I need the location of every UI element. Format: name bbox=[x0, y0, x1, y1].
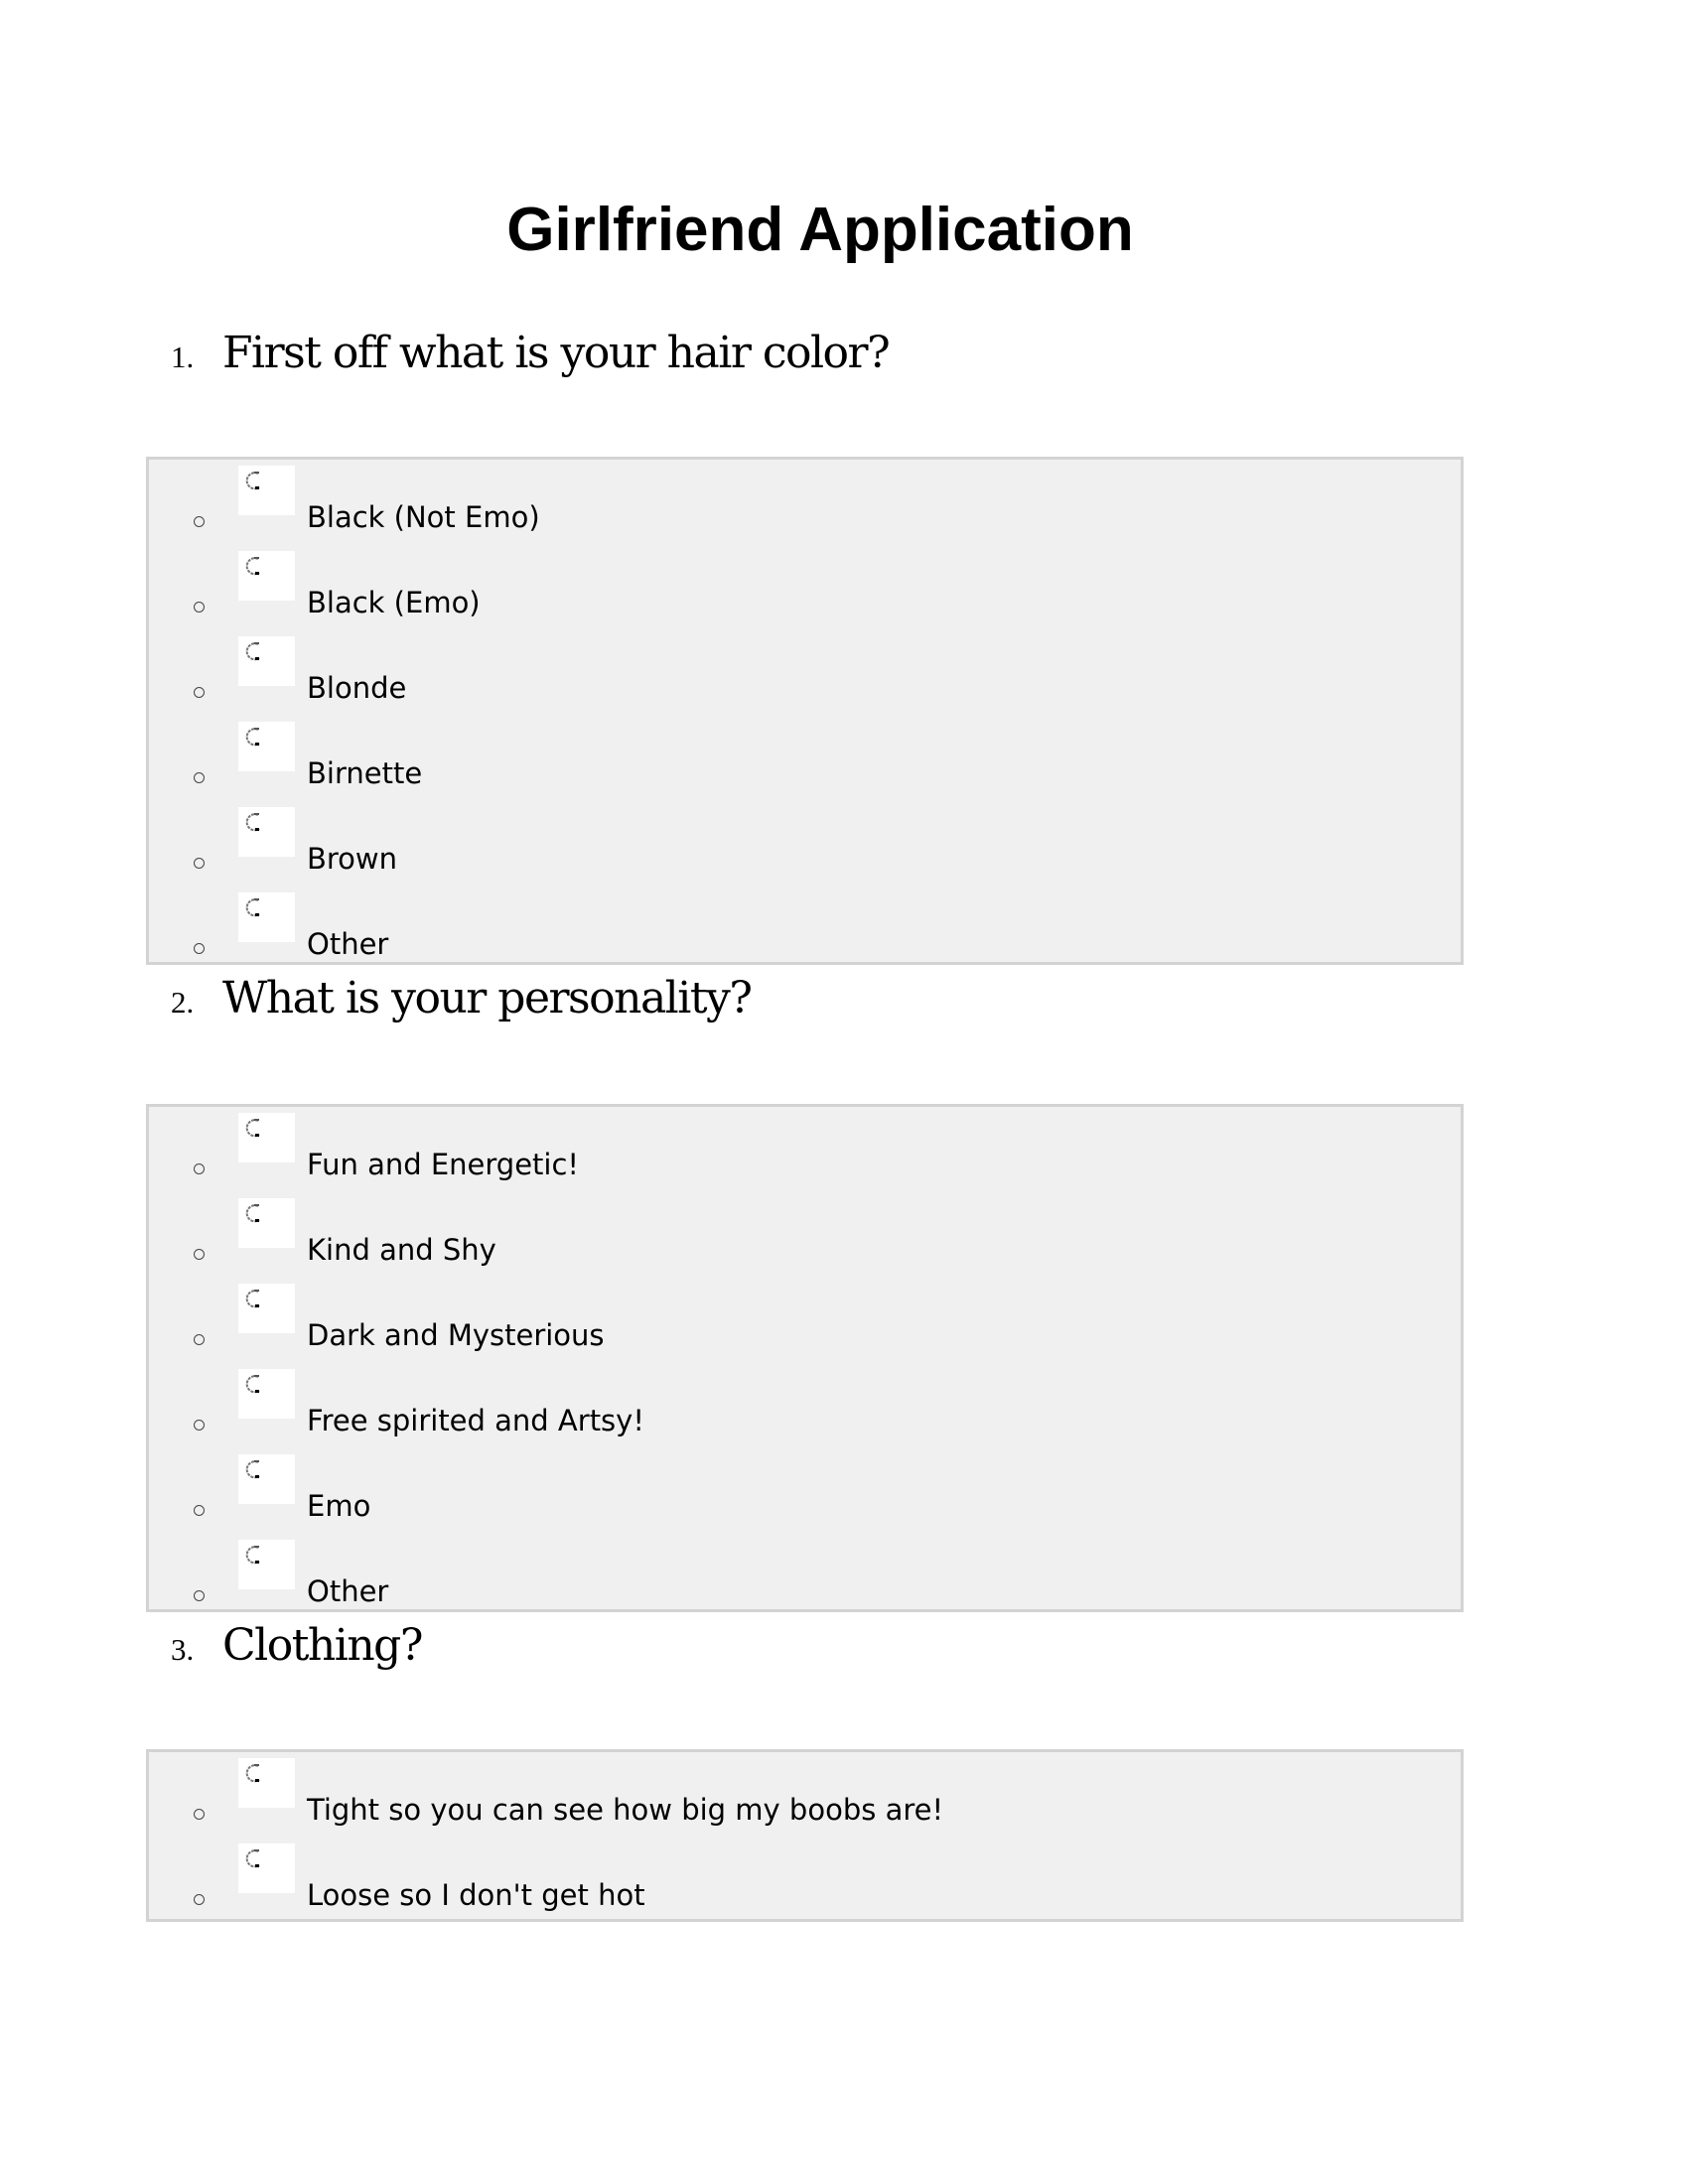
question-number: 1. bbox=[171, 340, 195, 374]
radio-button-icon[interactable] bbox=[238, 1843, 295, 1893]
bullet-icon bbox=[194, 1249, 205, 1260]
option-label: Emo bbox=[307, 1489, 371, 1523]
option-label: Other bbox=[307, 1574, 389, 1608]
question-2 bbox=[171, 973, 751, 1032]
bullet-icon bbox=[194, 516, 205, 527]
option-black-not-emo[interactable] bbox=[149, 462, 1461, 547]
option-label: Tight so you can see how big my boobs are! bbox=[307, 1793, 944, 1827]
radio-button-icon[interactable] bbox=[238, 1758, 295, 1808]
radio-button-icon[interactable] bbox=[238, 551, 295, 601]
question-text: Clothing? bbox=[222, 1620, 422, 1671]
bullet-icon bbox=[194, 602, 205, 613]
bullet-icon bbox=[194, 1590, 205, 1601]
bullet-icon bbox=[194, 858, 205, 869]
question-number: 3. bbox=[171, 1632, 195, 1667]
option-dark-and-mysterious[interactable] bbox=[149, 1280, 1461, 1365]
bullet-icon bbox=[194, 687, 205, 698]
option-label: Fun and Energetic! bbox=[307, 1148, 580, 1181]
page-title: Girlfriend Application bbox=[506, 196, 1134, 264]
radio-button-icon[interactable] bbox=[238, 1540, 295, 1589]
question-text: What is your personality? bbox=[222, 973, 752, 1024]
option-label: Free spirited and Artsy! bbox=[307, 1404, 644, 1437]
option-blonde[interactable] bbox=[149, 632, 1461, 718]
options-box-clothing bbox=[146, 1749, 1464, 1922]
option-loose[interactable] bbox=[149, 1840, 1461, 1925]
option-emo[interactable] bbox=[149, 1450, 1461, 1536]
radio-button-icon[interactable] bbox=[238, 636, 295, 686]
option-label: Black (Emo) bbox=[307, 586, 481, 619]
option-other[interactable] bbox=[149, 1536, 1461, 1621]
bullet-icon bbox=[194, 1420, 205, 1431]
bullet-icon bbox=[194, 772, 205, 783]
option-label: Black (Not Emo) bbox=[307, 500, 540, 534]
bullet-icon bbox=[194, 1894, 205, 1905]
bullet-icon bbox=[194, 1334, 205, 1345]
option-fun-and-energetic[interactable] bbox=[149, 1109, 1461, 1194]
question-1 bbox=[171, 328, 889, 387]
option-label: Blonde bbox=[307, 671, 407, 705]
radio-button-icon[interactable] bbox=[238, 1113, 295, 1162]
bullet-icon bbox=[194, 1809, 205, 1820]
option-label: Kind and Shy bbox=[307, 1233, 496, 1267]
options-box-personality bbox=[146, 1104, 1464, 1612]
radio-button-icon[interactable] bbox=[238, 892, 295, 942]
option-brown[interactable] bbox=[149, 803, 1461, 888]
question-text: First off what is your hair color? bbox=[222, 328, 890, 378]
option-label: Other bbox=[307, 927, 389, 961]
option-black-emo[interactable] bbox=[149, 547, 1461, 632]
question-number: 2. bbox=[171, 985, 195, 1020]
option-label: Birnette bbox=[307, 756, 423, 790]
option-other[interactable] bbox=[149, 888, 1461, 974]
radio-button-icon[interactable] bbox=[238, 1369, 295, 1419]
option-birnette[interactable] bbox=[149, 718, 1461, 803]
question-3 bbox=[171, 1620, 422, 1680]
bullet-icon bbox=[194, 943, 205, 954]
bullet-icon bbox=[194, 1163, 205, 1174]
bullet-icon bbox=[194, 1505, 205, 1516]
option-label: Brown bbox=[307, 842, 398, 876]
option-tight[interactable] bbox=[149, 1754, 1461, 1840]
option-free-spirited-and-artsy[interactable] bbox=[149, 1365, 1461, 1450]
options-box-hair-color bbox=[146, 457, 1464, 965]
option-kind-and-shy[interactable] bbox=[149, 1194, 1461, 1280]
option-label: Loose so I don't get hot bbox=[307, 1878, 645, 1912]
radio-button-icon[interactable] bbox=[238, 722, 295, 771]
radio-button-icon[interactable] bbox=[238, 1454, 295, 1504]
radio-button-icon[interactable] bbox=[238, 1284, 295, 1333]
radio-button-icon[interactable] bbox=[238, 1198, 295, 1248]
radio-button-icon[interactable] bbox=[238, 466, 295, 515]
radio-button-icon[interactable] bbox=[238, 807, 295, 857]
option-label: Dark and Mysterious bbox=[307, 1318, 605, 1352]
